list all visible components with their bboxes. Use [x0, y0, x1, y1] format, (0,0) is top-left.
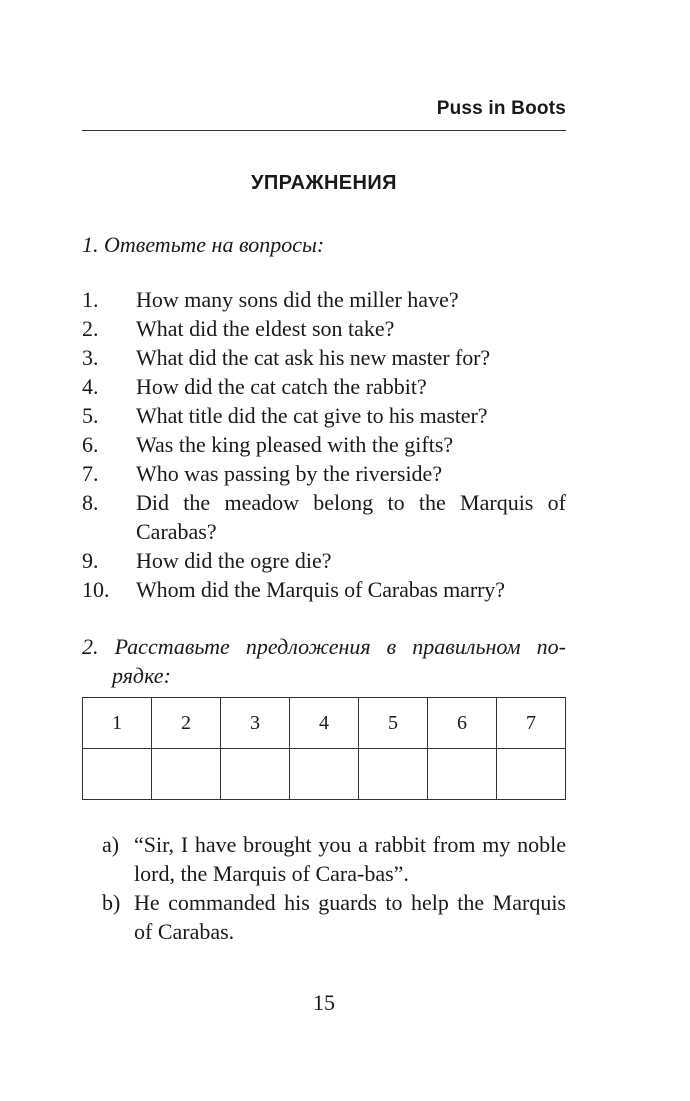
- list-item: [82, 575, 566, 604]
- question-text: How did the ogre die?: [136, 548, 332, 573]
- answer-cell: [221, 749, 290, 800]
- question-list: [82, 285, 566, 604]
- answer-cell: [497, 749, 566, 800]
- answer-order-table: [82, 697, 566, 800]
- list-item: [82, 285, 566, 314]
- section-title: УПРАЖНЕНИЯ: [251, 172, 397, 194]
- question-text: Did the meadow belong to the Marquis of Carabas?: [136, 490, 566, 544]
- item-number: 10.: [82, 577, 110, 602]
- list-item: [82, 830, 566, 888]
- table-header-cell: 5: [359, 698, 428, 749]
- table-row: [83, 698, 566, 749]
- item-number: 3.: [82, 345, 99, 370]
- header-divider: [82, 130, 566, 131]
- list-item: [82, 888, 566, 946]
- answer-cell: [152, 749, 221, 800]
- table-header-cell: 2: [152, 698, 221, 749]
- list-item: [82, 430, 566, 459]
- table-header-cell: 1: [83, 698, 152, 749]
- list-item: [82, 314, 566, 343]
- page-number: 15: [313, 990, 335, 1015]
- item-number: 6.: [82, 432, 99, 457]
- item-letter: b): [102, 890, 121, 915]
- answer-cell: [83, 749, 152, 800]
- question-text: What did the cat ask his new master for?: [136, 345, 490, 370]
- table-header-cell: 7: [497, 698, 566, 749]
- list-item: [82, 459, 566, 488]
- list-item: [82, 401, 566, 430]
- answer-cell: [290, 749, 359, 800]
- question-text: How many sons did the miller have?: [136, 287, 459, 312]
- item-number: 2.: [82, 316, 99, 341]
- table-header-cell: 3: [221, 698, 290, 749]
- question-text: What title did the cat give to his master?: [136, 403, 488, 428]
- list-item: [82, 372, 566, 401]
- question-text: How did the cat catch the rabbit?: [136, 374, 427, 399]
- item-number: 5.: [82, 403, 99, 428]
- item-number: 8.: [82, 490, 99, 515]
- item-number: 9.: [82, 548, 99, 573]
- task-1-heading: 1. Ответьте на вопросы:: [82, 232, 325, 257]
- running-head: Puss in Boots: [436, 98, 566, 119]
- sentence-text: He commanded his guards to help the Marquis of Carabas.: [134, 890, 566, 944]
- table-header-cell: 4: [290, 698, 359, 749]
- item-number: 7.: [82, 461, 99, 486]
- question-text: Was the king pleased with the gifts?: [136, 432, 454, 457]
- item-letter: a): [102, 832, 120, 857]
- question-text: What did the eldest son take?: [136, 316, 395, 341]
- list-item: [82, 546, 566, 575]
- sentence-text: “Sir, I have brought you a rabbit from my noble lord, the Marquis of Cara-bas”.: [134, 832, 566, 886]
- answer-cell: [359, 749, 428, 800]
- list-item: [82, 343, 566, 372]
- table-header-cell: 6: [428, 698, 497, 749]
- item-number: 1.: [82, 287, 99, 312]
- answer-cell: [428, 749, 497, 800]
- question-text: Whom did the Marquis of Carabas marry?: [136, 577, 505, 602]
- list-item: [82, 488, 566, 546]
- sentence-list: [82, 830, 566, 946]
- question-text: Who was passing by the riverside?: [136, 461, 443, 486]
- task-2-heading: 2. Расставьте предложения в правильном по-рядке:: [82, 634, 566, 688]
- item-number: 4.: [82, 374, 99, 399]
- table-row: [83, 749, 566, 800]
